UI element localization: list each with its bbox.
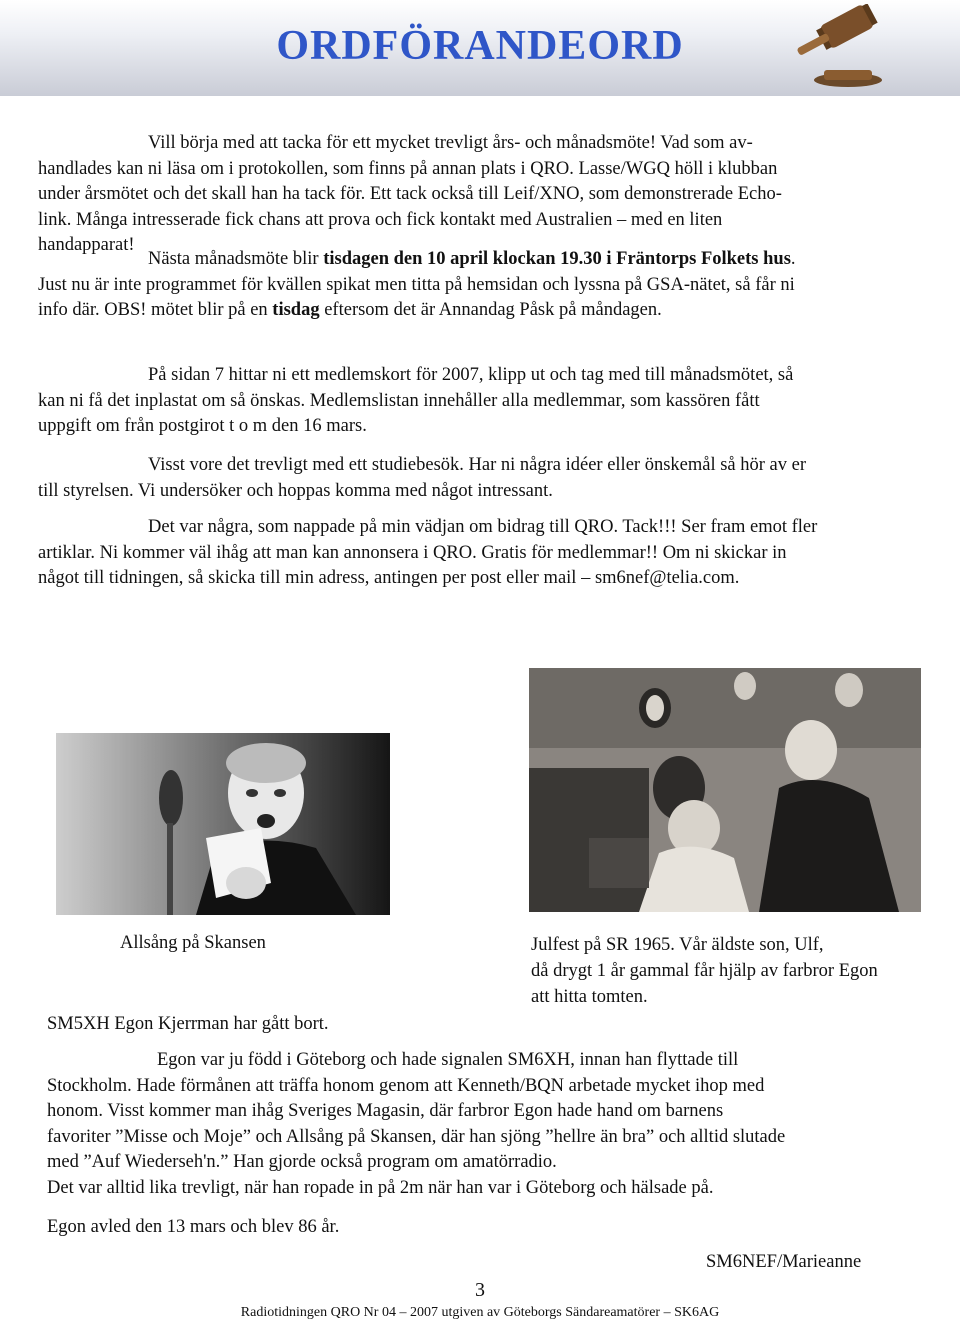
study-paragraph: Visst vore det trevligt med ett studiebesök. Har ni några idéer eller önskemål så hör av er till styrelsen. Vi undersöker och hoppas komma med något intressant. (38, 455, 806, 501)
julfest-photo (529, 668, 921, 912)
header-banner (0, 0, 960, 96)
photo2-caption: Julfest på SR 1965. Vår äldste son, Ulf, då drygt 1 år gammal får hjälp av farbror Egon att hitta tomten. (531, 935, 878, 1007)
page-title: ORDFÖRANDEORD (276, 23, 684, 69)
intro-paragraph: Vill börja med att tacka för ett mycket trevligt års- och månadsmöte! Vad som av- handlades kan ni läsa om i protokollen, som finns på annan plats i QRO. Lasse/WGQ höll i klubban under årsmötet och det skall han ha tack för. Ett tack också till Leif/XNO, som demonstrerade Echo- link. Många intresserade fick chans att prova och fick kontakt med Australien – med en liten handapparat! (38, 133, 782, 255)
death-notice: Egon avled den 13 mars och blev 86 år. (47, 1217, 340, 1237)
page-number: 3 (475, 1279, 485, 1301)
meeting-paragraph: Nästa månadsmöte blir tisdagen den 10 april klockan 19.30 i Fräntorps Folkets hus. Just nu är inte programmet för kvällen spikat men titta på hemsidan och lyssna på GSA-nätet, så får ni info där. OBS! mötet blir på en tisdag eftersom det är Annandag Påsk på måndagen. (38, 249, 796, 320)
footer: Radiotidningen QRO Nr 04 – 2007 utgiven av Göteborgs Sändareamatörer – SK6AG (240, 1305, 720, 1320)
egon-paragraph: Egon var ju född i Göteborg och hade signalen SM6XH, innan han flyttade till Stockholm. Hade förmånen att träffa honom genom att Kenneth/BQN arbetade mycket ihop med honom. Visst kommer man ihåg Sveriges Magasin, där farbror Egon hade hand om barnens favoriter ”Misse och Moje” och Allsång på Skansen, där han sjöng ”hellre än bra” och alltid slutade med ”Auf Wiederseh'n.” Han gjorde också program om amatörradio. Det var alltid lika trevligt, när han ropade in på 2m när han var i Göteborg och hälsade på. (47, 1050, 786, 1198)
gavel-icon (786, 4, 906, 90)
egon-allsang-photo (56, 733, 390, 915)
photo1-caption: Allsång på Skansen (120, 933, 266, 953)
membership-paragraph: På sidan 7 hittar ni ett medlemskort för 2007, klipp ut och tag med till månadsmötet, så kan ni få det inplastat om så önskas. Medlemslistan innehåller alla medlemmar, som kassören fått uppgift om från postgirot t o m den 16 mars. (38, 365, 794, 436)
articles-paragraph: Det var några, som nappade på min vädjan om bidrag till QRO. Tack!!! Ser fram emot fler artiklar. Ni kommer väl ihåg att man kan annonsera i QRO. Gratis för medlemmar!! Om ni skickar in något till tidningen, så skicka till min adress, antingen per post eller mail – sm6nef@telia.com. (38, 517, 818, 588)
obituary-heading: SM5XH Egon Kjerrman har gått bort. (47, 1014, 329, 1034)
signature: SM6NEF/Marieanne (706, 1252, 862, 1272)
